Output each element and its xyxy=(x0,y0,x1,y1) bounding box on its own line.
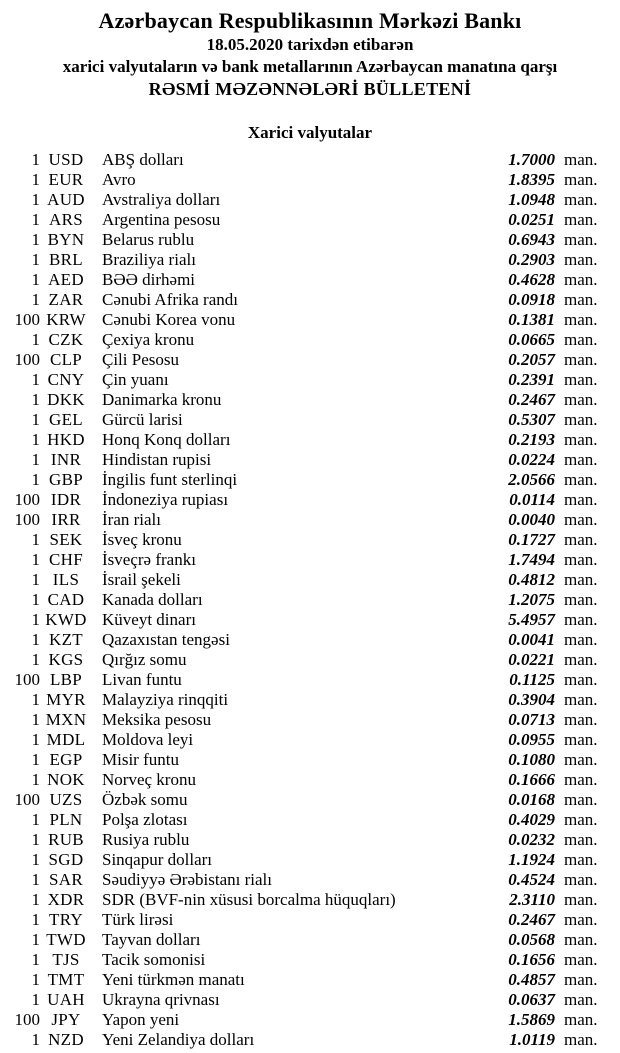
rate-value-cell: 0.1381 xyxy=(508,310,555,329)
table-row xyxy=(0,970,620,990)
nominal-cell: 1 xyxy=(31,430,40,449)
currency-code-cell: UZS xyxy=(49,790,83,809)
rate-value-cell: 0.3904 xyxy=(508,690,555,709)
table-row xyxy=(0,670,620,690)
currency-code-cell: BRL xyxy=(49,250,83,269)
currency-code-cell: CHF xyxy=(49,550,83,569)
unit-cell: man. xyxy=(564,710,598,729)
table-row xyxy=(0,730,620,750)
table-row xyxy=(0,610,620,630)
currency-name-cell: Hindistan rupisi xyxy=(102,450,212,469)
rate-value-cell: 0.4029 xyxy=(508,810,555,829)
currency-code-cell: EUR xyxy=(48,170,84,189)
rate-value-cell: 0.0168 xyxy=(508,790,555,809)
rates-table xyxy=(0,150,620,1050)
currency-name-cell: Çexiya kronu xyxy=(102,330,195,349)
table-row xyxy=(0,410,620,430)
rate-value-cell: 0.0568 xyxy=(508,930,555,949)
currency-name-cell: Polşa zlotası xyxy=(102,810,188,829)
nominal-cell: 1 xyxy=(31,290,40,309)
unit-cell: man. xyxy=(564,1030,598,1049)
currency-code-cell: CZK xyxy=(48,330,84,349)
rate-value-cell: 0.1125 xyxy=(509,670,555,689)
unit-cell: man. xyxy=(564,190,598,209)
currency-name-cell: Kanada dolları xyxy=(102,590,203,609)
currency-code-cell: ARS xyxy=(49,210,83,229)
currency-name-cell: Danimarka kronu xyxy=(102,390,222,409)
nominal-cell: 1 xyxy=(31,610,40,629)
rate-value-cell: 1.0119 xyxy=(509,1030,555,1049)
rate-value-cell: 1.8395 xyxy=(508,170,555,189)
unit-cell: man. xyxy=(564,410,598,429)
section-title-foreign-currencies: Xarici valyutalar xyxy=(247,123,373,142)
currency-code-cell: KZT xyxy=(49,630,83,649)
rate-value-cell: 0.1727 xyxy=(508,530,555,549)
currency-code-cell: RUB xyxy=(48,830,84,849)
table-row xyxy=(0,370,620,390)
unit-cell: man. xyxy=(564,810,598,829)
rate-value-cell: 1.5869 xyxy=(508,1010,555,1029)
currency-code-cell: ILS xyxy=(52,570,80,589)
nominal-cell: 1 xyxy=(31,230,40,249)
rate-value-cell: 0.0918 xyxy=(508,290,555,309)
rate-value-cell: 0.0114 xyxy=(509,490,555,509)
currency-code-cell: IDR xyxy=(50,490,82,509)
rate-value-cell: 0.4857 xyxy=(508,970,555,989)
rate-value-cell: 1.0948 xyxy=(508,190,555,209)
rate-value-cell: 1.7494 xyxy=(508,550,555,569)
table-row xyxy=(0,250,620,270)
currency-name-cell: Türk lirəsi xyxy=(102,910,174,929)
currency-code-cell: TJS xyxy=(52,950,80,969)
unit-cell: man. xyxy=(564,610,598,629)
currency-code-cell: UAH xyxy=(47,990,85,1009)
table-row xyxy=(0,490,620,510)
table-row xyxy=(0,770,620,790)
unit-cell: man. xyxy=(564,150,598,169)
rate-value-cell: 0.2467 xyxy=(508,390,555,409)
table-row xyxy=(0,870,620,890)
currency-code-cell: CLP xyxy=(49,350,83,369)
table-row xyxy=(0,450,620,470)
table-row xyxy=(0,850,620,870)
currency-code-cell: CAD xyxy=(47,590,85,609)
unit-cell: man. xyxy=(564,730,598,749)
unit-cell: man. xyxy=(564,470,598,489)
table-row xyxy=(0,950,620,970)
unit-cell: man. xyxy=(564,970,598,989)
table-row xyxy=(0,470,620,490)
currency-name-cell: SDR (BVF-nin xüsusi borcalma hüquqları) xyxy=(102,890,396,909)
nominal-cell: 1 xyxy=(31,270,40,289)
currency-code-cell: HKD xyxy=(47,430,85,449)
rate-value-cell: 0.2193 xyxy=(508,430,555,449)
currency-name-cell: Moldova leyi xyxy=(102,730,194,749)
rate-value-cell: 0.0232 xyxy=(508,830,555,849)
currency-name-cell: Səudiyyə Ərəbistanı rialı xyxy=(102,870,272,889)
nominal-cell: 100 xyxy=(14,510,40,529)
nominal-cell: 1 xyxy=(31,850,40,869)
currency-name-cell: Braziliya rialı xyxy=(102,250,196,269)
unit-cell: man. xyxy=(564,490,598,509)
nominal-cell: 1 xyxy=(31,650,40,669)
rate-value-cell: 0.0637 xyxy=(508,990,555,1009)
bulletin-header xyxy=(0,0,620,100)
currency-name-cell: ABŞ dolları xyxy=(102,150,184,169)
currency-code-cell: KGS xyxy=(48,650,84,669)
nominal-cell: 1 xyxy=(31,410,40,429)
rate-value-cell: 5.4957 xyxy=(508,610,555,629)
currency-name-cell: Avro xyxy=(102,170,136,189)
unit-cell: man. xyxy=(564,310,598,329)
table-row xyxy=(0,830,620,850)
nominal-cell: 1 xyxy=(31,470,40,489)
currency-code-cell: INR xyxy=(50,450,82,469)
currency-code-cell: KRW xyxy=(46,310,86,329)
unit-cell: man. xyxy=(564,750,598,769)
currency-name-cell: BƏƏ dirhəmi xyxy=(102,270,196,289)
currency-name-cell: Belarus rublu xyxy=(102,230,195,249)
unit-cell: man. xyxy=(564,430,598,449)
unit-cell: man. xyxy=(564,510,598,529)
nominal-cell: 1 xyxy=(31,930,40,949)
currency-name-cell: Yapon yeni xyxy=(102,1010,180,1029)
table-row xyxy=(0,810,620,830)
nominal-cell: 1 xyxy=(31,990,40,1009)
currency-code-cell: JPY xyxy=(51,1010,81,1029)
table-row xyxy=(0,910,620,930)
unit-cell: man. xyxy=(564,230,598,249)
unit-cell: man. xyxy=(564,930,598,949)
currency-name-cell: İran rialı xyxy=(102,510,161,529)
table-row xyxy=(0,330,620,350)
rate-value-cell: 0.0221 xyxy=(508,650,555,669)
nominal-cell: 1 xyxy=(31,450,40,469)
currency-name-cell: Norveç kronu xyxy=(102,770,196,789)
currency-code-cell: BYN xyxy=(47,230,85,249)
nominal-cell: 1 xyxy=(31,550,40,569)
currency-code-cell: LBP xyxy=(49,670,83,689)
rate-value-cell: 0.4628 xyxy=(508,270,555,289)
table-row xyxy=(0,170,620,190)
rate-value-cell: 0.6943 xyxy=(508,230,555,249)
currency-code-cell: PLN xyxy=(49,810,83,829)
currency-name-cell: İngilis funt sterlinqi xyxy=(102,470,238,489)
currency-code-cell: GEL xyxy=(49,410,83,429)
rate-value-cell: 1.2075 xyxy=(508,590,555,609)
currency-code-cell: MDL xyxy=(46,730,86,749)
rate-value-cell: 1.7000 xyxy=(508,150,555,169)
nominal-cell: 1 xyxy=(31,870,40,889)
currency-name-cell: Gürcü larisi xyxy=(102,410,183,429)
nominal-cell: 1 xyxy=(31,590,40,609)
currency-name-cell: Çin yuanı xyxy=(102,370,169,389)
nominal-cell: 1 xyxy=(31,890,40,909)
rate-value-cell: 0.2057 xyxy=(508,350,555,369)
unit-cell: man. xyxy=(564,290,598,309)
table-row xyxy=(0,350,620,370)
table-row xyxy=(0,570,620,590)
unit-cell: man. xyxy=(564,390,598,409)
currency-name-cell: İsrail şekeli xyxy=(102,570,181,589)
nominal-cell: 100 xyxy=(14,1010,40,1029)
currency-code-cell: MYR xyxy=(46,690,86,709)
currency-name-cell: Tacik somonisi xyxy=(102,950,206,969)
nominal-cell: 1 xyxy=(31,770,40,789)
nominal-cell: 100 xyxy=(14,310,40,329)
rate-value-cell: 0.0041 xyxy=(508,630,555,649)
rate-value-cell: 2.0566 xyxy=(508,470,555,489)
unit-cell: man. xyxy=(564,330,598,349)
unit-cell: man. xyxy=(564,350,598,369)
currency-name-cell: Çili Pesosu xyxy=(102,350,179,369)
unit-cell: man. xyxy=(564,530,598,549)
unit-cell: man. xyxy=(564,890,598,909)
unit-cell: man. xyxy=(564,670,598,689)
table-row xyxy=(0,690,620,710)
currency-name-cell: Ukrayna qrivnası xyxy=(102,990,220,1009)
currency-code-cell: USD xyxy=(48,150,84,169)
table-row xyxy=(0,190,620,210)
bulletin-title: RƏSMİ MƏZƏNNƏLƏRİ BÜLLETENİ xyxy=(148,79,472,99)
currency-code-cell: TMT xyxy=(47,970,85,989)
currency-code-cell: AED xyxy=(48,270,84,289)
currency-name-cell: Honq Konq dolları xyxy=(102,430,231,449)
rate-value-cell: 0.1080 xyxy=(508,750,555,769)
currency-name-cell: Argentina pesosu xyxy=(102,210,221,229)
table-row xyxy=(0,550,620,570)
unit-cell: man. xyxy=(564,830,598,849)
rate-value-cell: 0.0665 xyxy=(508,330,555,349)
currency-code-cell: DKK xyxy=(47,390,85,409)
table-row xyxy=(0,710,620,730)
nominal-cell: 1 xyxy=(31,150,40,169)
currency-name-cell: Yeni türkmən manatı xyxy=(102,970,245,989)
nominal-cell: 1 xyxy=(31,390,40,409)
rate-value-cell: 0.5307 xyxy=(508,410,555,429)
nominal-cell: 1 xyxy=(31,810,40,829)
currency-name-cell: Misir funtu xyxy=(102,750,179,769)
unit-cell: man. xyxy=(564,170,598,189)
currency-name-cell: Sinqapur dolları xyxy=(102,850,213,869)
currency-name-cell: Cənubi Korea vonu xyxy=(102,310,236,329)
rate-value-cell: 0.0713 xyxy=(508,710,555,729)
nominal-cell: 1 xyxy=(31,530,40,549)
nominal-cell: 1 xyxy=(31,710,40,729)
table-row xyxy=(0,630,620,650)
currency-code-cell: SEK xyxy=(49,530,83,549)
nominal-cell: 1 xyxy=(31,170,40,189)
currency-code-cell: SAR xyxy=(49,870,83,889)
table-row xyxy=(0,430,620,450)
unit-cell: man. xyxy=(564,990,598,1009)
unit-cell: man. xyxy=(564,790,598,809)
currency-code-cell: AUD xyxy=(47,190,85,209)
currency-code-cell: NZD xyxy=(48,1030,84,1049)
subtitle-line: xarici valyutaların və bank metallarının Azərbaycan manatına qarşı xyxy=(62,57,558,76)
currency-code-cell: TWD xyxy=(46,930,86,949)
unit-cell: man. xyxy=(564,910,598,929)
table-row xyxy=(0,270,620,290)
currency-name-cell: Cənubi Afrika randı xyxy=(102,290,238,309)
unit-cell: man. xyxy=(564,210,598,229)
currency-code-cell: CNY xyxy=(47,370,85,389)
rate-value-cell: 1.1924 xyxy=(508,850,555,869)
nominal-cell: 1 xyxy=(31,690,40,709)
nominal-cell: 1 xyxy=(31,330,40,349)
table-row xyxy=(0,650,620,670)
unit-cell: man. xyxy=(564,450,598,469)
table-row xyxy=(0,1030,620,1050)
effective-date-line: 18.05.2020 tarixdən etibarən xyxy=(206,35,414,54)
currency-name-cell: İsveç kronu xyxy=(102,530,182,549)
nominal-cell: 1 xyxy=(31,750,40,769)
rate-value-cell: 0.4524 xyxy=(508,870,555,889)
nominal-cell: 1 xyxy=(31,190,40,209)
table-row xyxy=(0,310,620,330)
currency-name-cell: Qazaxıstan tengəsi xyxy=(102,630,230,649)
table-row xyxy=(0,1010,620,1030)
table-row xyxy=(0,890,620,910)
currency-name-cell: Küveyt dinarı xyxy=(102,610,196,629)
table-row xyxy=(0,390,620,410)
table-row xyxy=(0,230,620,250)
nominal-cell: 100 xyxy=(14,350,40,369)
rate-value-cell: 2.3110 xyxy=(509,890,555,909)
unit-cell: man. xyxy=(564,850,598,869)
unit-cell: man. xyxy=(564,570,598,589)
rate-value-cell: 0.0955 xyxy=(508,730,555,749)
rate-value-cell: 0.1656 xyxy=(508,950,555,969)
nominal-cell: 100 xyxy=(14,490,40,509)
rate-value-cell: 0.2391 xyxy=(508,370,555,389)
currency-name-cell: İndoneziya rupiası xyxy=(102,490,229,509)
currency-code-cell: IRR xyxy=(51,510,81,529)
currency-code-cell: SGD xyxy=(48,850,84,869)
currency-code-cell: TRY xyxy=(49,910,83,929)
rate-value-cell: 0.1666 xyxy=(508,770,555,789)
nominal-cell: 100 xyxy=(14,790,40,809)
rate-value-cell: 0.4812 xyxy=(508,570,555,589)
rate-value-cell: 0.0040 xyxy=(508,510,555,529)
table-row xyxy=(0,210,620,230)
unit-cell: man. xyxy=(564,630,598,649)
table-row xyxy=(0,990,620,1010)
nominal-cell: 1 xyxy=(31,830,40,849)
unit-cell: man. xyxy=(564,270,598,289)
rate-value-cell: 0.0224 xyxy=(508,450,555,469)
unit-cell: man. xyxy=(564,650,598,669)
unit-cell: man. xyxy=(564,250,598,269)
currency-name-cell: Rusiya rublu xyxy=(102,830,190,849)
currency-code-cell: XDR xyxy=(47,890,85,909)
currency-name-cell: Avstraliya dolları xyxy=(102,190,221,209)
nominal-cell: 1 xyxy=(31,210,40,229)
nominal-cell: 1 xyxy=(31,970,40,989)
rate-value-cell: 0.2903 xyxy=(508,250,555,269)
currency-code-cell: ZAR xyxy=(48,290,84,309)
nominal-cell: 1 xyxy=(31,370,40,389)
currency-code-cell: NOK xyxy=(47,770,85,789)
nominal-cell: 100 xyxy=(14,670,40,689)
unit-cell: man. xyxy=(564,1010,598,1029)
table-row xyxy=(0,790,620,810)
currency-name-cell: Yeni Zelandiya dolları xyxy=(102,1030,255,1049)
currency-code-cell: KWD xyxy=(45,610,87,629)
page-title: Azərbaycan Respublikasının Mərkəzi Bankı xyxy=(98,8,522,33)
nominal-cell: 1 xyxy=(31,250,40,269)
currency-name-cell: Qırğız somu xyxy=(102,650,187,669)
table-row xyxy=(0,510,620,530)
nominal-cell: 1 xyxy=(31,570,40,589)
table-row xyxy=(0,590,620,610)
nominal-cell: 1 xyxy=(31,950,40,969)
currency-name-cell: Tayvan dolları xyxy=(102,930,201,949)
rate-value-cell: 0.0251 xyxy=(508,210,555,229)
nominal-cell: 1 xyxy=(31,910,40,929)
table-row xyxy=(0,750,620,770)
table-row xyxy=(0,930,620,950)
unit-cell: man. xyxy=(564,770,598,789)
currency-name-cell: Livan funtu xyxy=(102,670,182,689)
currency-name-cell: Meksika pesosu xyxy=(102,710,212,729)
unit-cell: man. xyxy=(564,590,598,609)
unit-cell: man. xyxy=(564,870,598,889)
unit-cell: man. xyxy=(564,370,598,389)
currency-code-cell: EGP xyxy=(49,750,83,769)
nominal-cell: 1 xyxy=(31,1030,40,1049)
currency-code-cell: MXN xyxy=(45,710,87,729)
currency-name-cell: Özbək somu xyxy=(102,790,188,809)
table-row xyxy=(0,530,620,550)
currency-name-cell: İsveçrə frankı xyxy=(102,550,196,569)
table-row xyxy=(0,290,620,310)
nominal-cell: 1 xyxy=(31,730,40,749)
nominal-cell: 1 xyxy=(31,630,40,649)
rate-value-cell: 0.2467 xyxy=(508,910,555,929)
unit-cell: man. xyxy=(564,950,598,969)
unit-cell: man. xyxy=(564,550,598,569)
unit-cell: man. xyxy=(564,690,598,709)
rates-table-body xyxy=(0,150,620,1050)
currency-code-cell: GBP xyxy=(49,470,83,489)
currency-name-cell: Malayziya rinqqiti xyxy=(102,690,229,709)
table-row xyxy=(0,150,620,170)
